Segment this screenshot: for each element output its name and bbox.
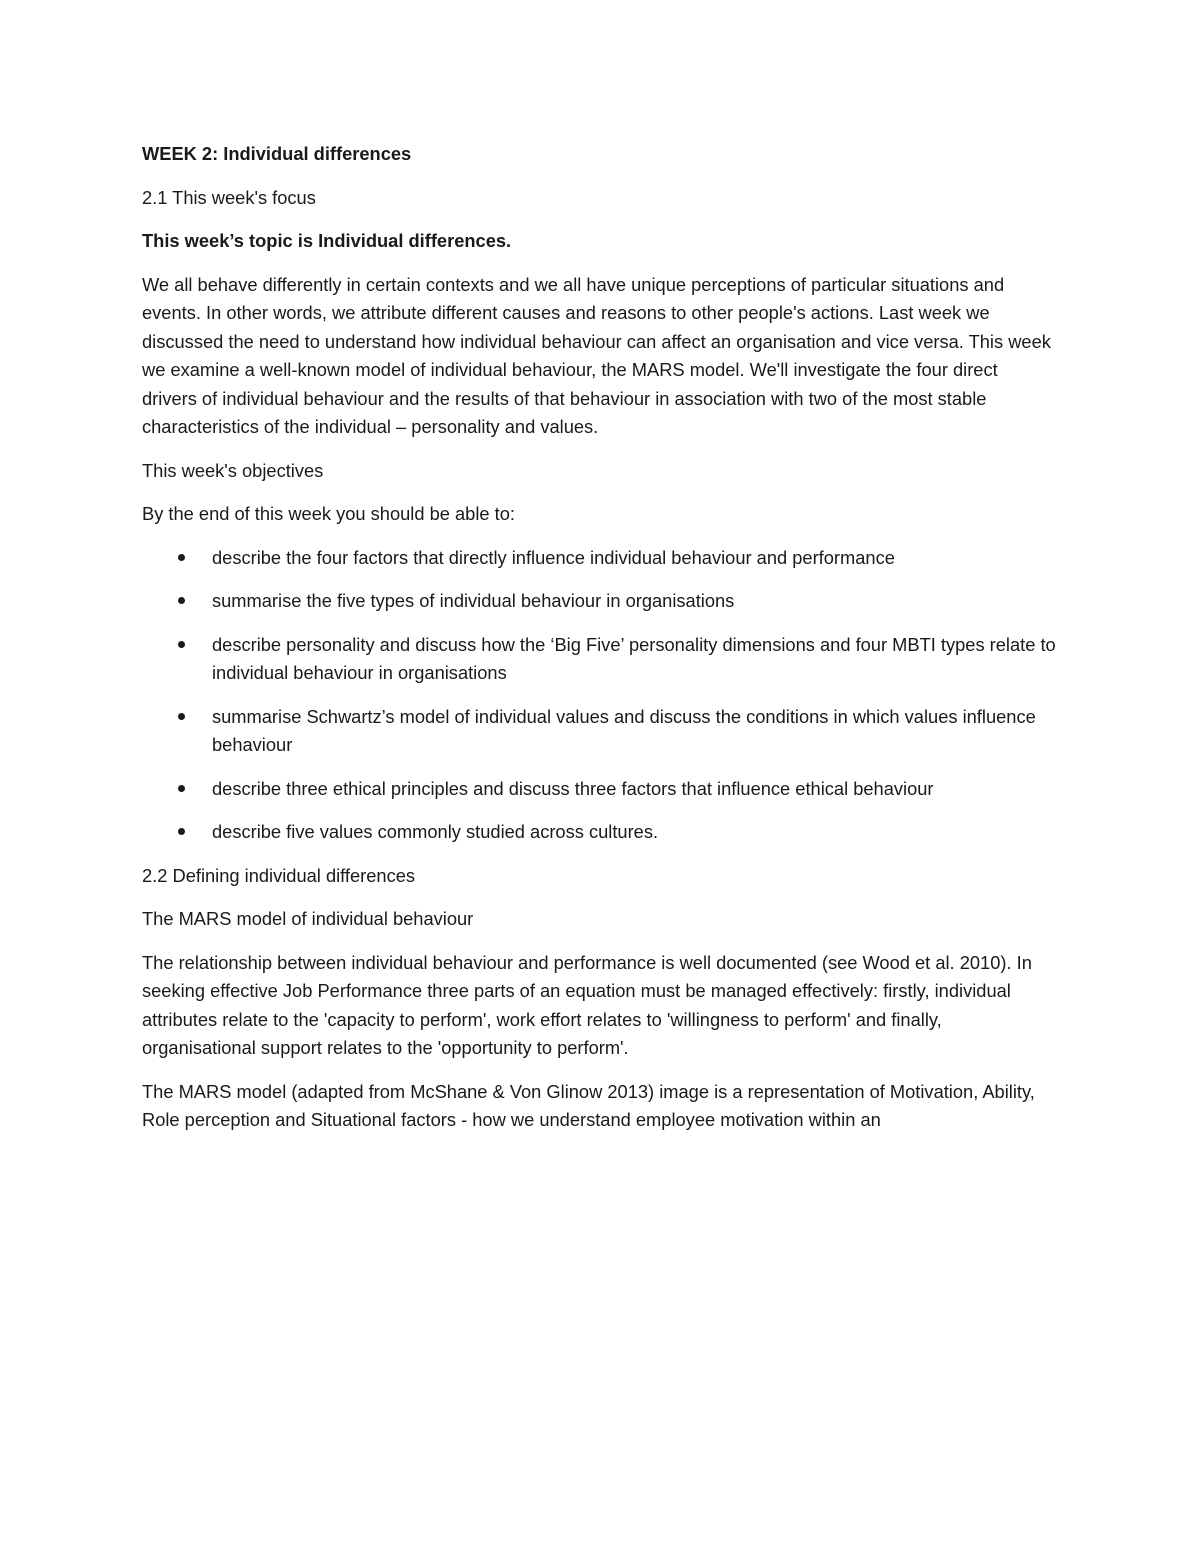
document-page	[142, 140, 1057, 1150]
topic-statement: This week’s topic is Individual differences.	[142, 230, 512, 251]
section-heading-2-1: 2.1 This week's focus	[142, 186, 316, 208]
list-item	[142, 631, 1057, 688]
objective-text: summarise Schwartz’s model of individual values and discuss the conditions in which values influence behaviour	[212, 705, 1036, 755]
objective-text: describe personality and discuss how the ‘Big Five’ personality dimensions and four MBTI types relate to individual behaviour in organisations	[212, 633, 1056, 683]
performance-paragraph: The relationship between individual behaviour and performance is well documented (see Wood et al. 2010). In seeking effective Job Performance three parts of an equation must be managed effectively: firstly, individual attributes relate to the 'capacity to perform', work effort relates to 'willingness to perform' and finally, organisational support relates to the 'opportunity to perform'.	[142, 951, 1032, 1058]
objective-text: describe five values commonly studied across cultures.	[212, 821, 659, 842]
bullet-icon	[178, 641, 185, 648]
page-title: WEEK 2: Individual differences	[142, 143, 412, 164]
list-item	[142, 703, 1057, 760]
objective-text: describe three ethical principles and discuss three factors that influence ethical behaviour	[212, 777, 934, 799]
bullet-icon	[178, 597, 185, 604]
list-item	[142, 544, 1057, 573]
bullet-icon	[178, 713, 185, 720]
list-item	[142, 587, 1057, 616]
objectives-lead: By the end of this week you should be able to:	[142, 503, 515, 524]
mars-heading: The MARS model of individual behaviour	[142, 908, 474, 929]
list-item	[142, 775, 1057, 804]
bullet-icon	[178, 785, 185, 792]
objectives-list	[142, 544, 1057, 847]
objective-text: summarise the five types of individual behaviour in organisations	[212, 590, 735, 611]
objective-text: describe the four factors that directly influence individual behaviour and performance	[212, 546, 895, 568]
section-heading-2-2: 2.2 Defining individual differences	[142, 864, 416, 886]
mars-paragraph: The MARS model (adapted from McShane & Von Glinow 2013) image is a representation of Motivation, Ability, Role perception and Situational factors - how we understand employee motivation within an	[142, 1080, 1035, 1130]
objectives-heading: This week's objectives	[142, 459, 324, 481]
bullet-icon	[178, 554, 185, 561]
bullet-icon	[178, 828, 185, 835]
intro-paragraph: We all behave differently in certain contexts and we all have unique perceptions of particular situations and events. In other words, we attribute different causes and reasons to other people's actions. Last week we discussed the need to understand how individual behaviour can affect an organisation and vice versa. This week we examine a well-known model of individual behaviour, the MARS model. We'll investigate the four direct drivers of individual behaviour and the results of that behaviour in association with two of the most stable characteristics of the individual – personality and values.	[142, 273, 1051, 437]
list-item	[142, 818, 1057, 847]
